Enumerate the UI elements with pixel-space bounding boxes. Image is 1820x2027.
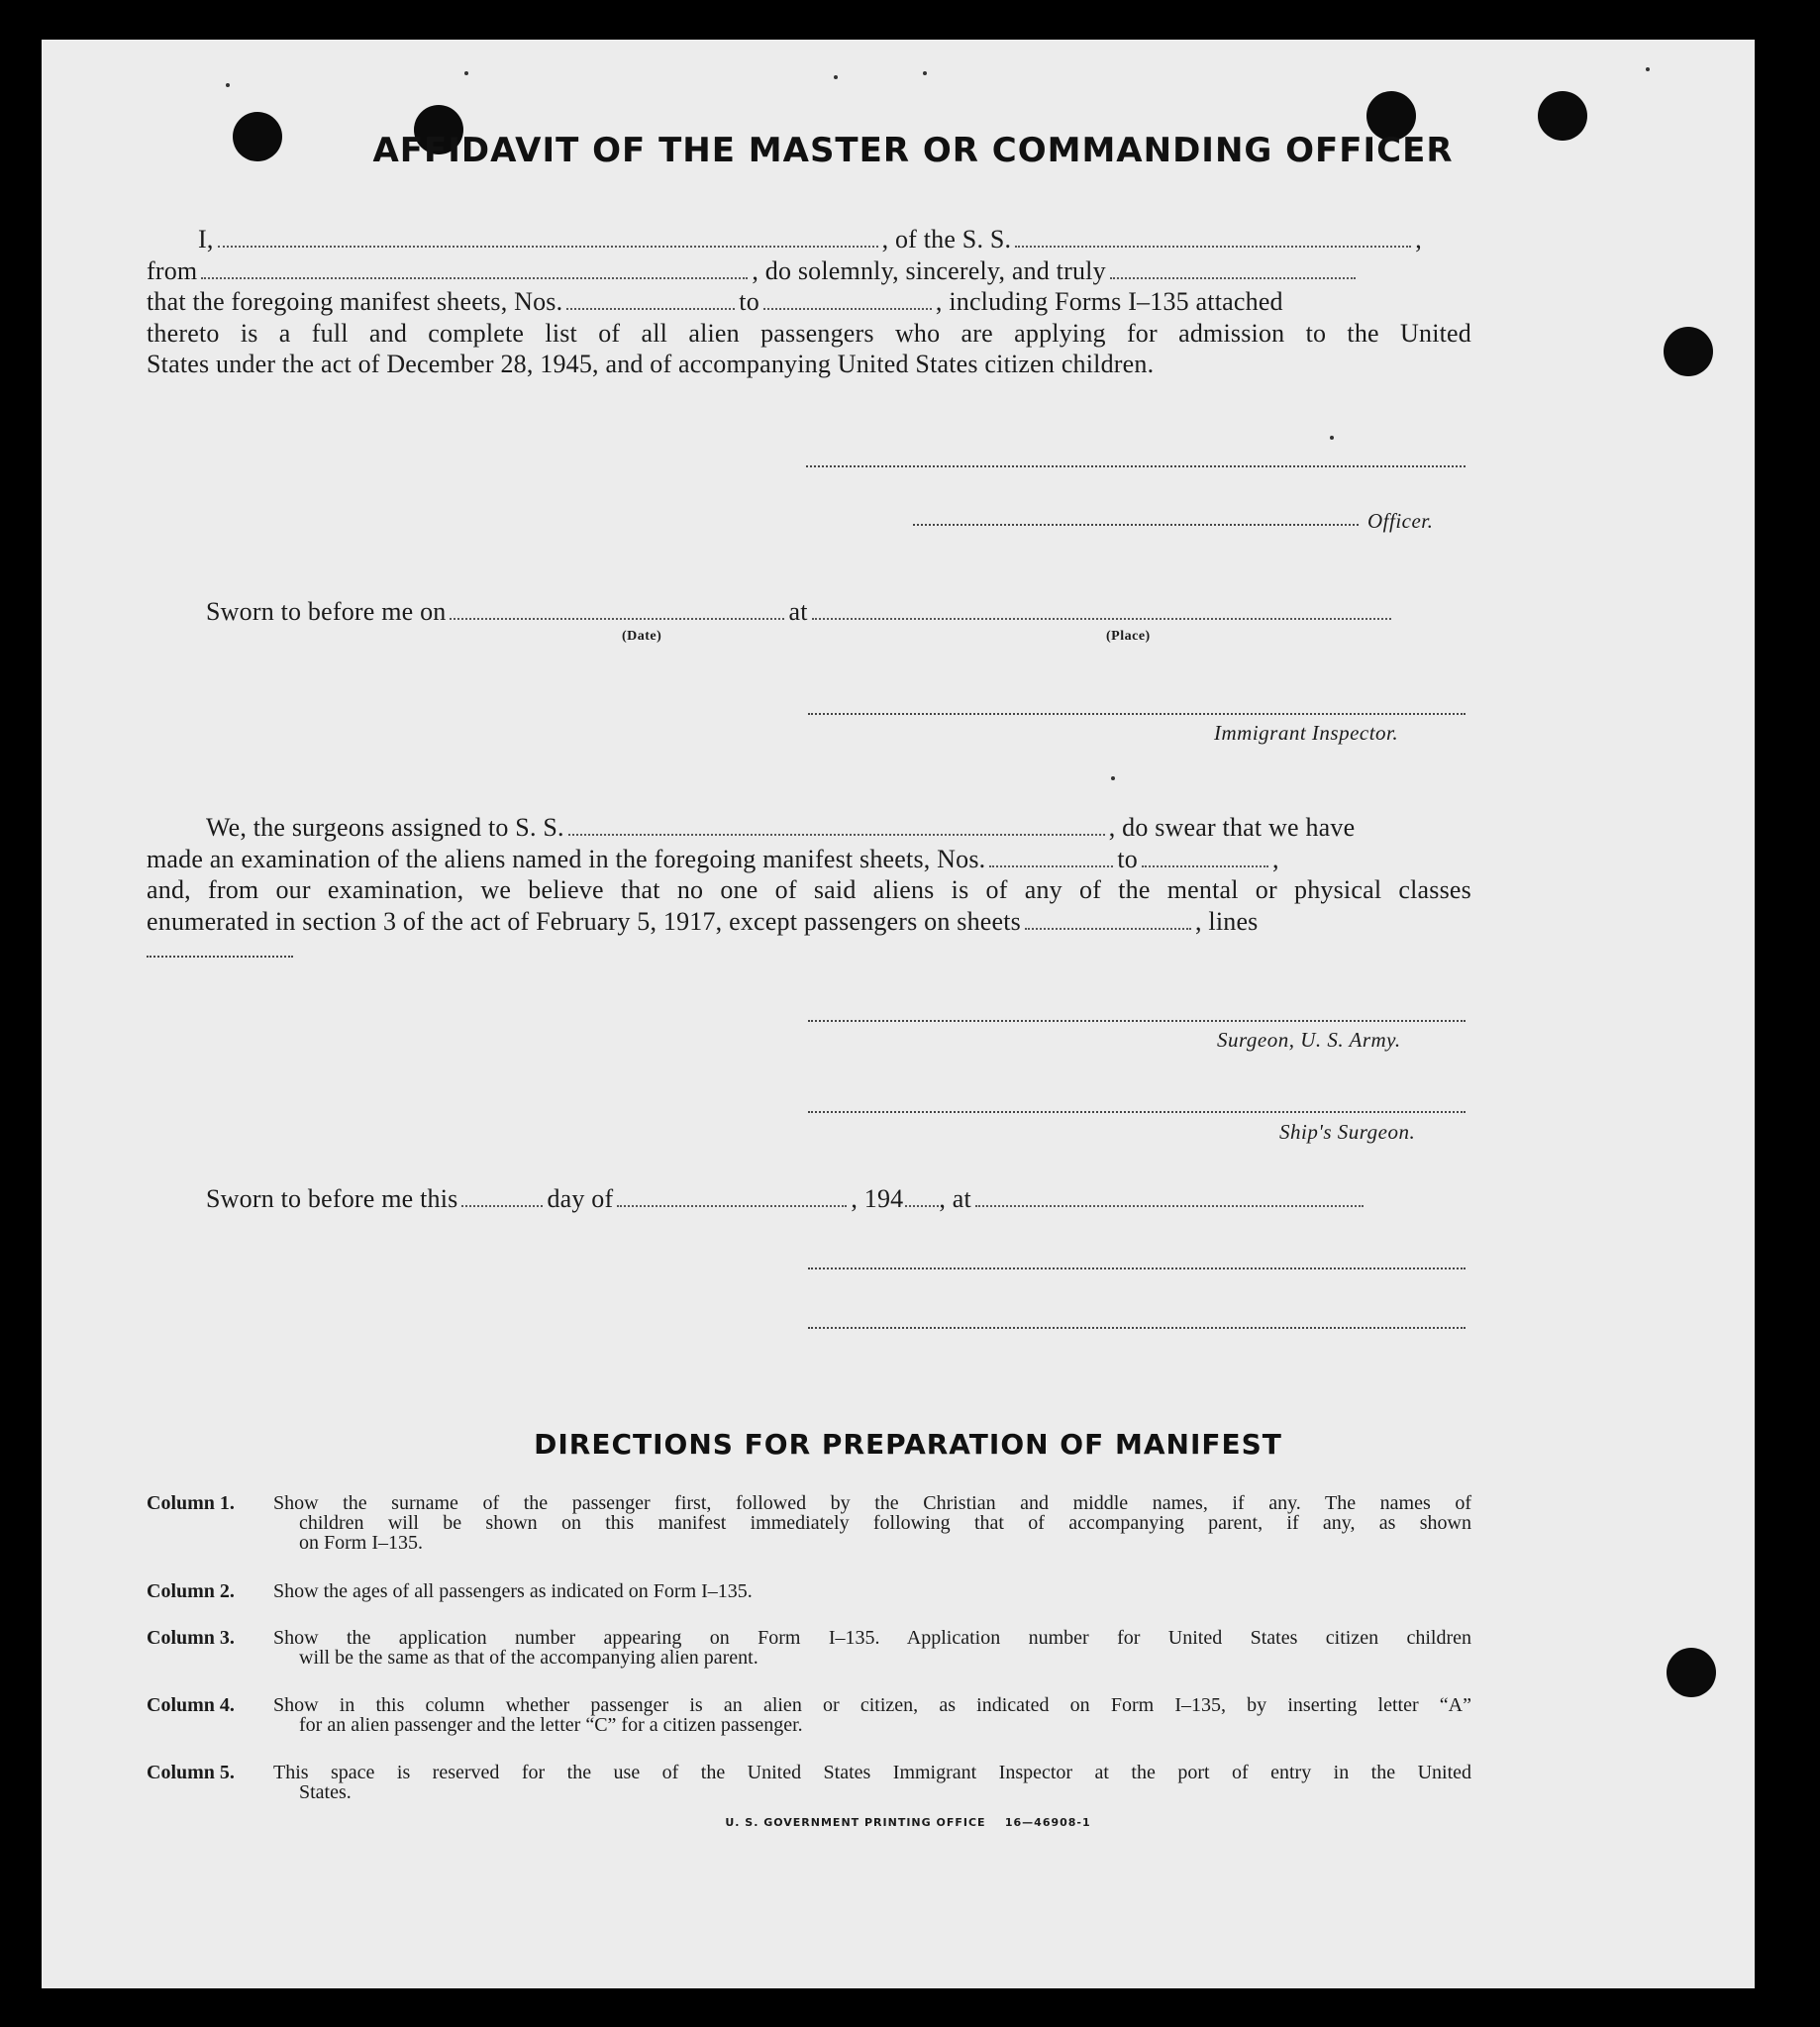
sworn-on-line: Sworn to before me on at [147,596,1471,628]
army-surgeon-label: Surgeon, U. S. Army. [1217,1028,1401,1052]
sworn-year-field[interactable] [905,1205,939,1207]
affidavit-paragraph: I, , of the S. S. , from , do solemnly, sincerely, and truly that the foregoing manifest sheets, Nos. to , including Forms I–135 attached thereto is a full and complete list of all alien passengers who are applying for admission to the United States under the act of December 28, 1945, and of accompanying United States citizen children. [147,225,1471,378]
punch-hole [1664,327,1713,376]
inspector-label: Immigrant Inspector. [1214,721,1399,745]
inspector-signature-line[interactable] [808,713,1466,715]
sworn-this-line: Sworn to before me this day of , 194 , at [147,1183,1471,1215]
punch-hole [1667,1648,1716,1697]
army-surgeon-signature-line[interactable] [808,1020,1466,1022]
place-label: (Place) [1106,629,1151,644]
paper-speck [1111,776,1115,780]
port-from-field[interactable] [201,277,748,279]
sworn-date-field[interactable] [450,618,784,620]
surgeon-sheet-from-field[interactable] [989,865,1113,867]
sheet-no-from-field[interactable] [566,308,735,310]
paper-speck [923,71,927,75]
surgeons-paragraph: We, the surgeons assigned to S. S. , do swear that we have made an examination of the aliens named in the foregoing manifest sheets, Nos. to , and, from our examination, we believe that no one of said aliens is of any of the mental or physical classes enumerated in section 3 of the act of February 5, 1917, except passengers on sheets , lines [147,813,1471,936]
paper-speck [464,71,468,75]
ship-surgeon-signature-line[interactable] [808,1111,1466,1113]
paper-speck [834,75,838,79]
except-sheets-field[interactable] [1025,928,1191,930]
paper-speck [1646,67,1650,71]
page-title: AFFIDAVIT OF THE MASTER OR COMMANDING OFFICER [372,131,1454,170]
sworn-place-2-field[interactable] [975,1205,1364,1207]
paper-speck [226,83,230,87]
sheet-no-to-field[interactable] [763,308,932,310]
date-label: (Date) [622,629,662,644]
signature-line-3[interactable] [808,1267,1466,1269]
ship-name-field[interactable] [1015,246,1411,248]
ship-surgeon-label: Ship's Surgeon. [1279,1120,1416,1144]
surgeon-sheet-to-field[interactable] [1142,865,1268,867]
surgeon-ship-name-field[interactable] [568,834,1105,836]
except-lines-field[interactable] [147,956,293,958]
officer-name-field[interactable] [218,246,878,248]
swear-affirm-field[interactable] [1110,277,1356,279]
sworn-day-field[interactable] [461,1205,543,1207]
form-page: AFFIDAVIT OF THE MASTER OR COMMANDING OFFICER I, , of the S. S. , from , do solemnly, sincerely, and truly that the foregoing manifest sheets, Nos. to , including Forms I–135 attached thereto is a full and complete list of all alien passengers who are applying for admission to the United States under the act of December 28, 1945, and of accompanying United States citizen children. Officer. Sworn to before me on at (Date) (Place) Immigrant Inspector. We, the surgeons assigned to S. S. , do swear that we have made an examination of the aliens named in the foregoing manifest sheets, Nos. to , and, from our examination, we believe that no one of said aliens is of any of the mental or physical classes enumerated in section 3 of the act of February 5, 1917, except passengers on sheets , lines Surgeon, U. S. Army. Ship's Surgeon. Sworn to before me this day of , 194 , at DIRECTIONS FOR PREPARATION OF MANIFEST Column 1. Show the surname of the passenger first, followed by the Christian and middle names, if any. The names of children will be shown on this manifest immediately following that of accompanying parent, if any, as shown on Form I–135. Column 2. Show the ages of all passengers as indicated on Form I–135. Column 3. Show the application number appearing on Form I–135. Application number for United States citizen children will be the same as that of the accompanying alien parent. Column 4. Show in this column whether passenger is an alien or citizen, as indicated on Form I–135, by inserting letter “A” for an alien passenger and the letter “C” for a citizen passenger. Column 5. This space is reserved for the use of the United States Immigrant Inspector at the port of entry in the United States. U. S. GOVERNMENT PRINTING OFFICE 16—46908-1 [42,40,1755,1988]
signature-line-4[interactable] [808,1327,1466,1329]
officer-signature-line[interactable] [806,465,1466,467]
sworn-place-field[interactable] [812,618,1391,620]
paper-speck [1330,436,1334,440]
directions-title: DIRECTIONS FOR PREPARATION OF MANIFEST [534,1428,1282,1461]
printing-office-footer: U. S. GOVERNMENT PRINTING OFFICE 16—46908-1 [725,1816,1091,1829]
sworn-month-field[interactable] [617,1205,847,1207]
officer-label: Officer. [1367,509,1434,533]
officer-title-line[interactable] [913,524,1359,526]
